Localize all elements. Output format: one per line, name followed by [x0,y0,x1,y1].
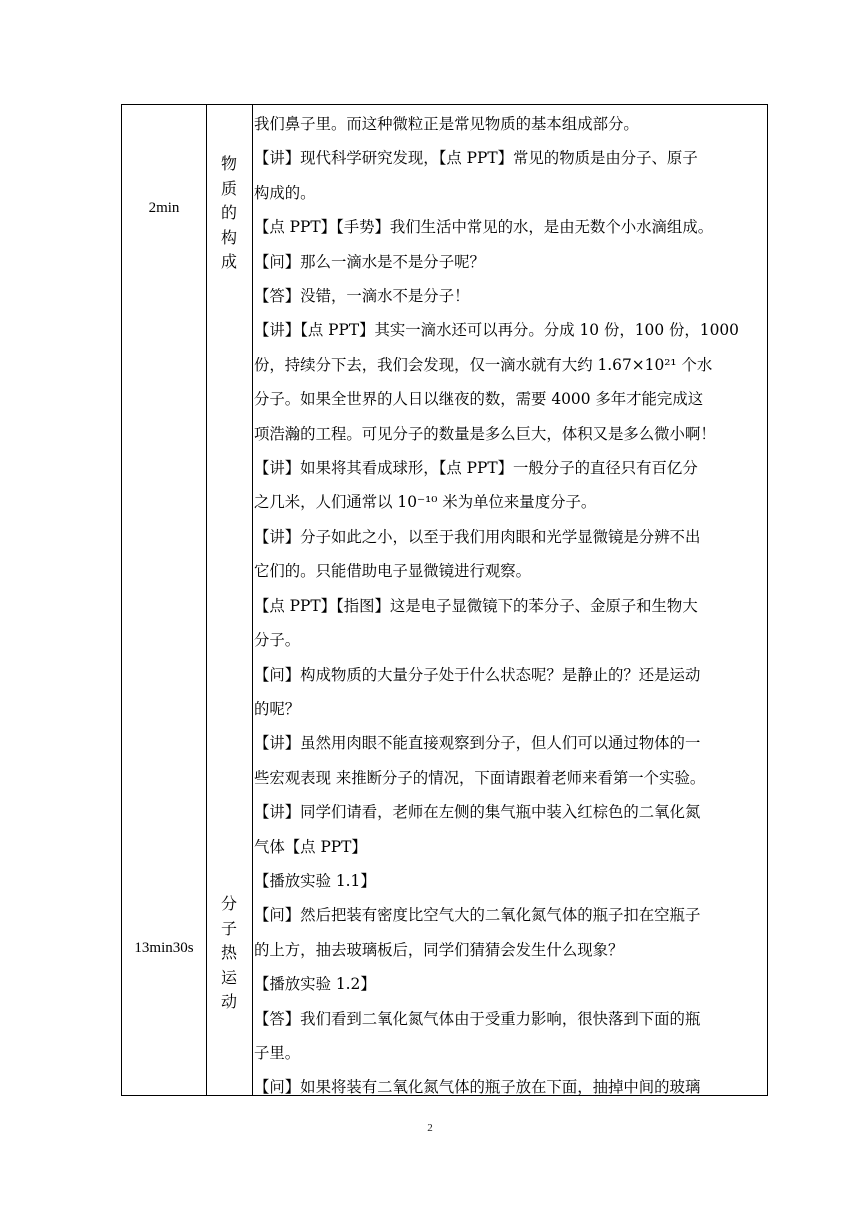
content-line: 的上方，抽去玻璃板后，同学们猜猜会发生什么现象？ [254,940,624,959]
content-line: 我们鼻子里。而这种微粒正是常见物质的基本组成部分。 [254,115,639,133]
page-number: 2 [427,1122,433,1134]
content-line: 【讲】同学们请看，老师在左侧的集气瓶中装入红棕色的二氧化氮 [254,803,701,822]
topic-char: 物 [220,154,237,173]
content-line: 子里。 [254,1043,301,1062]
content-line: 【点 PPT】【指图】这是电子显微镜下的苯分子、金原子和生物大 [254,596,698,615]
content-line: 气体【点 PPT】 [254,837,367,856]
column-divider-topic [252,105,253,1095]
content-line: 【讲】虽然用肉眼不能直接观察到分子，但人们可以通过物体的一 [254,734,701,753]
content-line: 【问】然后把装有密度比空气大的二氧化氮气体的瓶子扣在空瓶子 [254,906,701,925]
content-line: 构成的。 [254,183,316,202]
topic-char: 构 [220,227,237,247]
content-line: 之几米，人们通常以 10⁻¹⁰ 米为单位来量度分子。 [254,493,597,512]
content-line: 【答】没错，一滴水不是分子！ [254,287,470,306]
content-line: 【问】如果将装有二氧化氮气体的瓶子放在下面，抽掉中间的玻璃 [254,1078,701,1097]
content-line: 份，持续分下去，我们会发现，仅一滴水就有大约 1.67×10²¹ 个水 [254,355,713,374]
topic-cell-2 [206,892,252,1015]
topic-char: 子 [220,918,237,938]
content-line: 些宏观表现 来推断分子的情况，下面请跟着老师来看第一个实验。 [254,768,706,787]
topic-char: 运 [220,967,237,987]
content-line: 【播放实验 1.1】 [254,871,376,890]
content-line: 它们的。只能借助电子显微镜进行观察。 [254,562,532,581]
topic-cell-1 [206,152,252,275]
content-line: 【点 PPT】【手势】我们生活中常见的水，是由无数个小水滴组成。 [254,218,714,237]
content-line: 分子。 [254,631,301,650]
content-line: 的呢？ [254,699,301,718]
content-line: 【讲】分子如此之小，以至于我们用肉眼和光学显微镜是分辨不出 [254,527,701,546]
content-line: 【问】构成物质的大量分子处于什么状态呢？是静止的？还是运动 [254,665,701,684]
lesson-table [121,104,768,1096]
topic-char: 的 [220,203,237,222]
topic-char: 动 [220,992,237,1011]
topic-char: 热 [220,943,237,962]
content-line: 【讲】现代科学研究发现，【点 PPT】常见的物质是由分子、原子 [254,149,698,168]
content-line: 【讲】如果将其看成球形，【点 PPT】一般分子的直径只有百亿分 [254,459,698,478]
lesson-content [254,107,765,1105]
time-cell-2: 13min30s [134,940,194,956]
content-line: 【答】我们看到二氧化氮气体由于受重力影响，很快落到下面的瓶 [254,1009,701,1028]
topic-char: 成 [220,252,237,271]
content-line: 分子。如果全世界的人日以继夜的数，需要 4000 多年才能完成这 [254,390,704,409]
content-line: 项浩瀚的工程。可见分子的数量是多么巨大，体积又是多么微小啊！ [254,424,716,443]
content-line: 【问】那么一滴水是不是分子呢？ [254,252,485,271]
content-line: 【播放实验 1.2】 [254,975,376,994]
topic-char: 质 [220,178,237,198]
content-line: 【讲】【点 PPT】其实一滴水还可以再分。分成 10 份，100 份，1000 [254,321,739,340]
topic-char: 分 [220,894,237,913]
time-cell-1: 2min [148,200,180,216]
